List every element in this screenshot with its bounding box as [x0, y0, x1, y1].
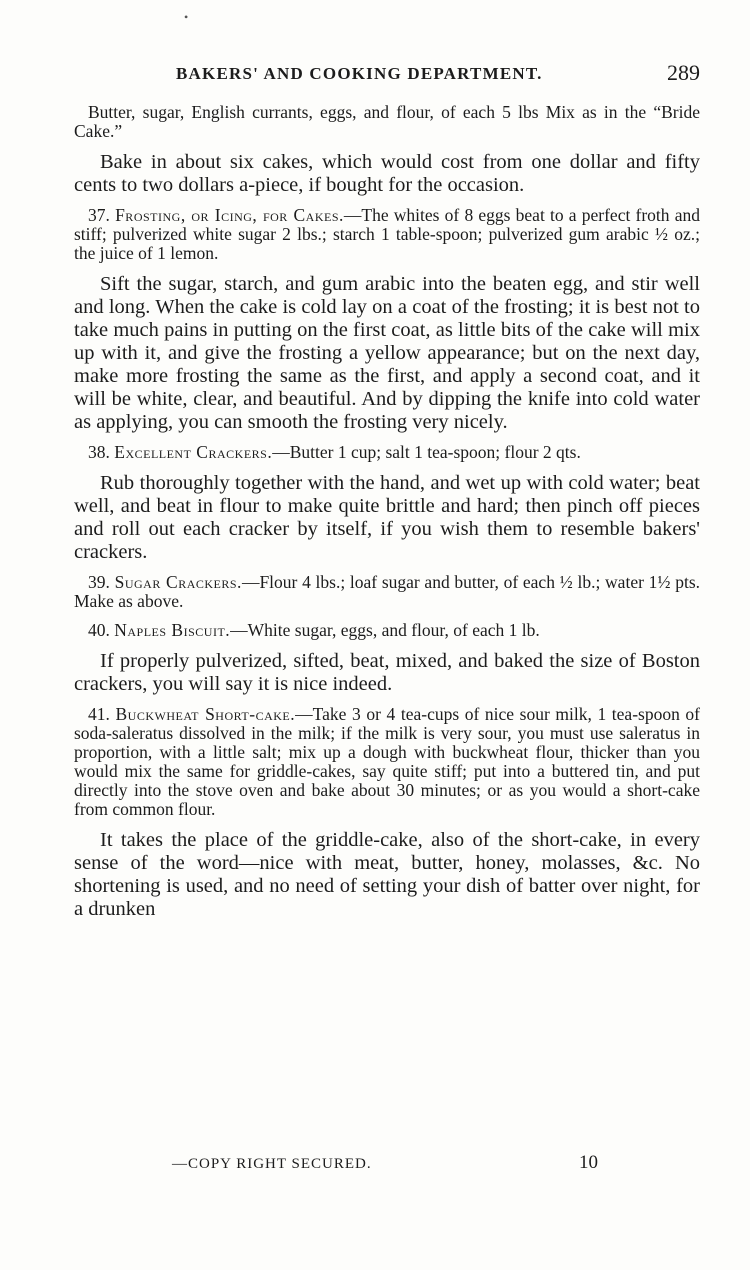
top-mark: • — [184, 10, 189, 24]
recipe-number: 41. — [88, 704, 116, 724]
running-header — [74, 60, 700, 90]
paragraph-text: —White sugar, eggs, and flour, of each 1 lb. — [230, 620, 540, 640]
recipe-number: 39. — [88, 572, 115, 592]
paragraph-text: —Take 3 or 4 tea-cups of nice sour milk, 1 tea-spoon of soda-saleratus dissolved in the milk; if the milk is very sour, you must use saleratus in proportion, with a little salt; mix up a dough with buckwheat flour, thicker than you would mix the same for griddle-cakes, say quite stiff; put into a buttered tin, and put directly into the stove oven and bake about 30 minutes; or as you would a short-cake from common flour. — [74, 704, 701, 819]
recipe-number: 37. — [88, 205, 116, 225]
recipe-paragraph — [74, 621, 700, 640]
paragraph-text: Bake in about six cakes, which would cost from one dollar and fifty cents to two dollars a-piece, if bought for the occasion. — [74, 151, 700, 196]
paragraph-text: Sift the sugar, starch, and gum arabic into the beaten egg, and stir well and long. When the cake is cold lay on a coat of the frosting; it is best not to take much pains in putting on the first coat, as little bits of the cake will mix up with it, and give the frosting a yellow appearance; but on the next day, make more frosting the same as the first, and apply a second coat, and it will be white, clear, and beautiful. And by dipping the knife into cold water as applying, you can smooth the frosting very nicely. — [74, 273, 700, 433]
recipe-heading: Excellent Crackers. — [114, 442, 273, 462]
page-footer — [74, 1152, 700, 1178]
text-paragraph — [74, 103, 700, 141]
text-paragraph — [74, 273, 700, 434]
paragraph-text: —The whites of 8 eggs beat to a perfect froth and stiff; pulverized white sugar 2 lbs.; starch 1 table-spoon; pulverized gum arabic ½ oz.; the juice of 1 lemon. — [74, 205, 700, 263]
recipe-paragraph — [74, 443, 700, 462]
recipe-number: 40. — [88, 620, 115, 640]
paragraph-text: Butter, sugar, English currants, eggs, and flour, of each 5 lbs Mix as in the “Bride Cake.” — [74, 102, 700, 141]
recipe-heading: Naples Biscuit. — [114, 620, 231, 640]
recipe-paragraph — [74, 206, 700, 263]
recipe-heading: Sugar Crackers. — [114, 572, 242, 592]
header-title: BAKERS' AND COOKING DEPARTMENT. — [176, 64, 543, 83]
page-number: 289 — [667, 60, 700, 85]
paragraph-text: It takes the place of the griddle-cake, also of the short-cake, in every sense of the word—nice with meat, butter, honey, molasses, &c. No shortening is used, and no need of setting your dish of batter over night, for a drunken — [74, 829, 700, 920]
copyright-line: —COPY RIGHT SECURED. — [172, 1156, 372, 1172]
text-paragraph — [74, 151, 700, 197]
text-paragraph — [74, 472, 700, 564]
recipe-paragraph — [74, 705, 700, 819]
paragraph-text: —Flour 4 lbs.; loaf sugar and butter, of each ½ lb.; water 1½ pts. Make as above. — [74, 572, 701, 611]
paragraph-text: Rub thoroughly together with the hand, and wet up with cold water; beat well, and beat in flour to make quite brittle and hard; then pinch off pieces and roll out each cracker by itself, if you wish them to resemble bakers' crackers. — [74, 472, 700, 563]
signature-mark: 10 — [579, 1152, 598, 1173]
page-body — [74, 103, 700, 930]
text-paragraph — [74, 829, 700, 921]
recipe-heading: Frosting, or Icing, for Cakes. — [115, 205, 344, 225]
recipe-number: 38. — [88, 442, 115, 462]
paragraph-text: —Butter 1 cup; salt 1 tea-spoon; flour 2 qts. — [272, 442, 581, 462]
recipe-paragraph — [74, 573, 700, 611]
book-page — [74, 0, 700, 1270]
paragraph-text: If properly pulverized, sifted, beat, mixed, and baked the size of Boston crackers, you will say it is nice indeed. — [74, 650, 700, 695]
text-paragraph — [74, 650, 700, 696]
recipe-heading: Buckwheat Short-cake. — [115, 704, 296, 724]
